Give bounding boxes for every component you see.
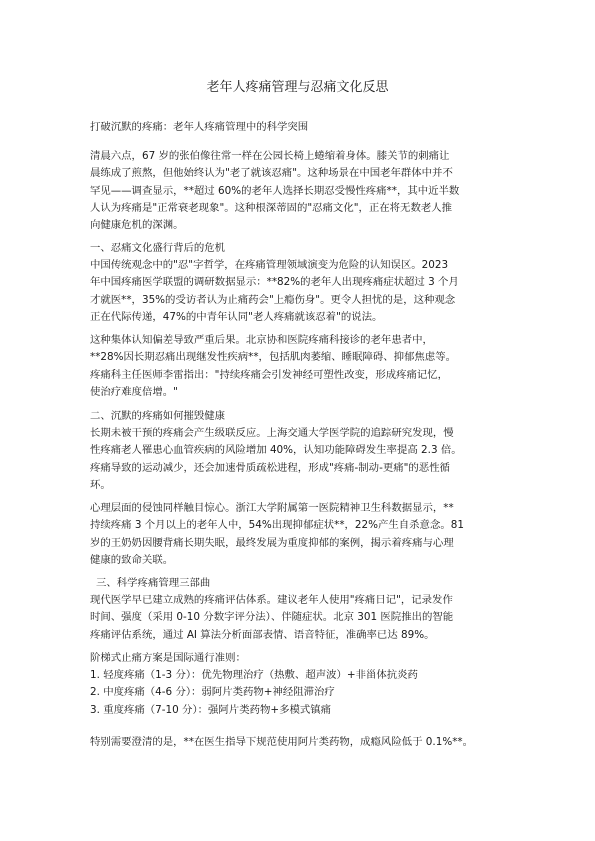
- section-3-paragraph-1: [90, 592, 510, 644]
- s1p1-line-2: 年中国疼痛医学联盟的调研数据显示：**82%的老年人出现疼痛症状超过 3 个月: [90, 276, 459, 289]
- s3p1-line-2: 时间、强度（采用 0-10 分数字评分法）、伴随症状。北京 301 医院推出的智能: [90, 611, 454, 624]
- s1p2-line-3: 疼痛科主任医师李雷指出："持续疼痛会引发神经可塑性改变，形成疼痛记忆，: [90, 368, 449, 381]
- section-1-paragraph-2: [90, 332, 510, 401]
- intro-line-1: 清晨六点，67 岁的张伯像往常一样在公园长椅上蜷缩着身体。膝关节的刺痛让: [90, 150, 450, 162]
- section-3-heading: [96, 575, 516, 592]
- section-1-paragraph-1: [90, 257, 510, 326]
- s1p2-line-4: 使治疗难度倍增。": [90, 385, 178, 398]
- intro-line-3: 罕见——调查显示，**超过 60%的老年人选择长期忍受慢性疼痛**，其中近半数: [90, 184, 460, 197]
- section-3-heading-text: 三、科学疼痛管理三部曲: [96, 577, 211, 589]
- section-2-paragraph-1: [90, 425, 510, 494]
- s3p1-line-1: 现代医学早已建立成熟的疼痛评估体系。建议老年人使用"疼痛日记"，记录发作: [90, 594, 453, 606]
- section-2-heading-text: 二、沉默的疼痛如何摧毁健康: [90, 410, 226, 422]
- list-item: 3. 重度疼痛（7-10 分）：强阿片类药物+多模式镇痛: [90, 703, 332, 716]
- ladder-intro-text: 阶梯式止痛方案是国际通行准则：: [90, 652, 246, 664]
- s2p2-line-3: 岁的王奶奶因腰背痛长期失眠，最终发展为重度抑郁的案例，揭示着疼痛与心理: [90, 536, 454, 549]
- s2p1-line-3: 疼痛导致的运动减少，还会加速骨质疏松进程，形成"疼痛-制动-更痛"的恶性循: [90, 461, 450, 474]
- s2p1-line-1: 长期未被干预的疼痛会产生级联反应。上海交通大学医学院的追踪研究发现，慢: [90, 427, 454, 439]
- s3p1-line-3: 疼痛评估系统，通过 AI 算法分析面部表情、语音特征，准确率已达 89%。: [90, 628, 435, 641]
- document-subtitle: [90, 119, 510, 136]
- s2p2-line-1: 心理层面的侵蚀同样触目惊心。浙江大学附属第一医院精神卫生科数据显示，**: [90, 502, 454, 514]
- ladder-list: [90, 667, 510, 719]
- closing-paragraph: [90, 734, 510, 751]
- ladder-intro: [90, 650, 510, 667]
- s1p1-line-4: 正在代际传递，47%的中青年认同"老人疼痛就该忍着"的说法。: [90, 310, 383, 323]
- s2p2-line-2: 持续疼痛 3 个月以上的老年人中，54%出现抑郁症状**，22%产生自杀意念。81: [90, 519, 464, 532]
- intro-line-2: 晨练成了煎熬，但他始终认为"老了就该忍痛"。这种场景在中国老年群体中并不: [90, 167, 453, 180]
- section-1-heading: [90, 240, 510, 257]
- s1p2-line-2: **28%因长期忍痛出现继发性疾病**，包括肌肉萎缩、睡眠障碍、抑郁焦虑等。: [90, 351, 456, 364]
- s1p2-line-1: 这种集体认知偏差导致严重后果。北京协和医院疼痛科接诊的老年患者中，: [90, 334, 433, 346]
- s2p1-line-4: 环。: [90, 478, 111, 491]
- intro-line-4: 人认为疼痛是"正常衰老现象"。这种根深蒂固的"忍痛文化"，正在将无数老人推: [90, 201, 453, 214]
- document-title: 老年人疼痛管理与忍痛文化反思: [206, 80, 389, 95]
- subtitle-line: 打破沉默的疼痛：老年人疼痛管理中的科学突围: [90, 121, 309, 133]
- list-item: 2. 中度疼痛（4-6 分）：弱阿片类药物+神经阻滞治疗: [90, 686, 335, 699]
- list-item: 1. 轻度疼痛（1-3 分）：优先物理治疗（热敷、超声波）+非甾体抗炎药: [90, 669, 418, 681]
- closing-text: 特别需要澄清的是，**在医生指导下规范使用阿片类药物，成瘾风险低于 0.1%**。: [90, 736, 473, 748]
- s2p2-line-4: 健康的致命关联。: [90, 553, 174, 566]
- s1p1-line-1: 中国传统观念中的"忍"字哲学，在疼痛管理领域演变为危险的认知误区。2023: [90, 259, 449, 271]
- s1p1-line-3: 才就医**，35%的受访者认为止痛药会"上瘾伤身"。更令人担忧的是，这种观念: [90, 293, 456, 306]
- section-1-heading-text: 一、忍痛文化盛行背后的危机: [90, 242, 226, 254]
- s2p1-line-2: 性疼痛老人罹患心血管疾病的风险增加 40%，认知功能障碍发生率提高 2.3 倍。: [90, 444, 462, 457]
- section-2-heading: [90, 408, 510, 425]
- intro-line-5: 向健康危机的深渊。: [90, 219, 184, 232]
- section-2-paragraph-2: [90, 500, 510, 569]
- intro-paragraph: [90, 148, 510, 234]
